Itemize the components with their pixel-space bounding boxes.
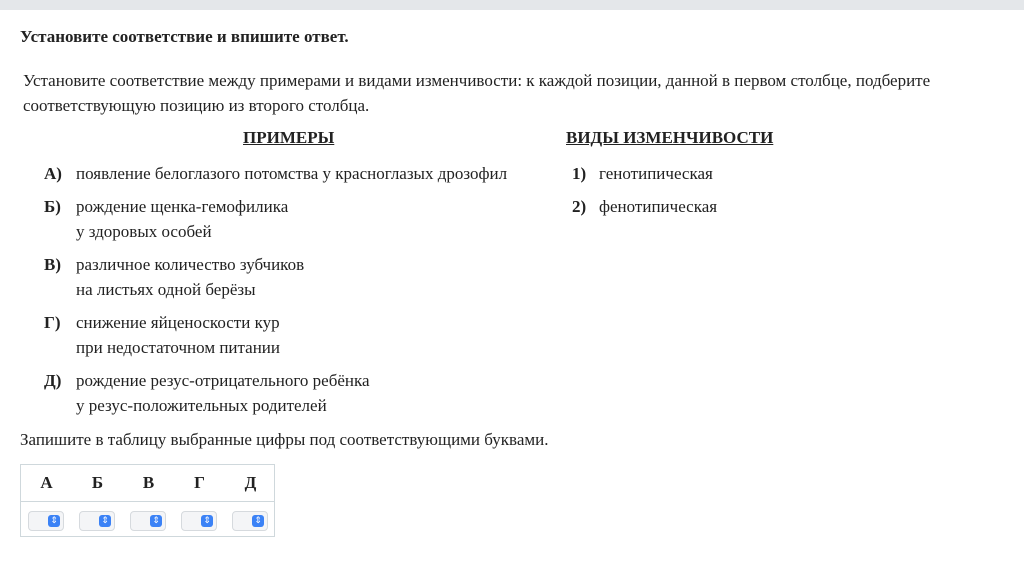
chevron-up-down-icon: ⇕ [201, 515, 213, 527]
instruction-text: Запишите в таблицу выбранные цифры под соответствующими буквами. [20, 430, 549, 449]
example-text-line2: на листьях одной берёзы [76, 280, 256, 299]
type-number: 2) [572, 197, 587, 216]
chevron-up-down-icon: ⇕ [48, 515, 60, 527]
question-text: Установите соответствие между примерами и видами изменчивости: к каждой позиции, данной в первом столбце, подберите соответствующую позицию из второго столбца. [23, 71, 931, 115]
example-letter: Д) [44, 371, 62, 390]
types-column-header: ВИДЫ ИЗМЕНЧИВОСТИ [566, 128, 774, 147]
answer-select-g[interactable] [181, 511, 217, 531]
task-title: Установите соответствие и впишите ответ. [20, 27, 349, 46]
answer-table [20, 464, 275, 537]
answer-cell-b [72, 511, 123, 531]
answer-header-v: В [142, 473, 155, 492]
answer-header-a: А [40, 473, 53, 492]
type-label: генотипическая [599, 164, 713, 183]
answer-select-a[interactable] [28, 511, 64, 531]
example-text-line2: при недостаточном питании [76, 338, 280, 357]
example-text-line2: у резус-положительных родителей [76, 396, 327, 415]
example-letter: Г) [44, 313, 61, 332]
examples-column-header: ПРИМЕРЫ [243, 128, 335, 147]
example-text-line1: рождение щенка-гемофилика [76, 197, 289, 216]
answer-cell-v [123, 511, 174, 531]
example-text-line2: у здоровых особей [76, 222, 212, 241]
top-strip [0, 0, 1024, 10]
type-number: 1) [572, 164, 587, 183]
example-letter: А) [44, 164, 62, 183]
answer-select-v[interactable] [130, 511, 166, 531]
answer-header-b: Б [91, 473, 104, 492]
answer-cell-d [225, 511, 276, 531]
chevron-up-down-icon: ⇕ [150, 515, 162, 527]
example-text-line1: снижение яйценоскости кур [76, 313, 280, 332]
chevron-up-down-icon: ⇕ [99, 515, 111, 527]
answer-header-d: Д [244, 473, 257, 492]
answer-select-d[interactable] [232, 511, 268, 531]
example-letter: В) [44, 255, 61, 274]
example-text-line1: рождение резус-отрицательного ребёнка [76, 371, 370, 390]
answer-cell-a [21, 511, 72, 531]
answer-header-g: Г [194, 473, 205, 492]
type-label: фенотипическая [599, 197, 718, 216]
chevron-up-down-icon: ⇕ [252, 515, 264, 527]
answer-cell-g [174, 511, 225, 531]
example-letter: Б) [44, 197, 61, 216]
example-text-line1: появление белоглазого потомства у красноглазых дрозофил [76, 164, 508, 183]
answer-select-b[interactable] [79, 511, 115, 531]
example-text-line1: различное количество зубчиков [76, 255, 305, 274]
